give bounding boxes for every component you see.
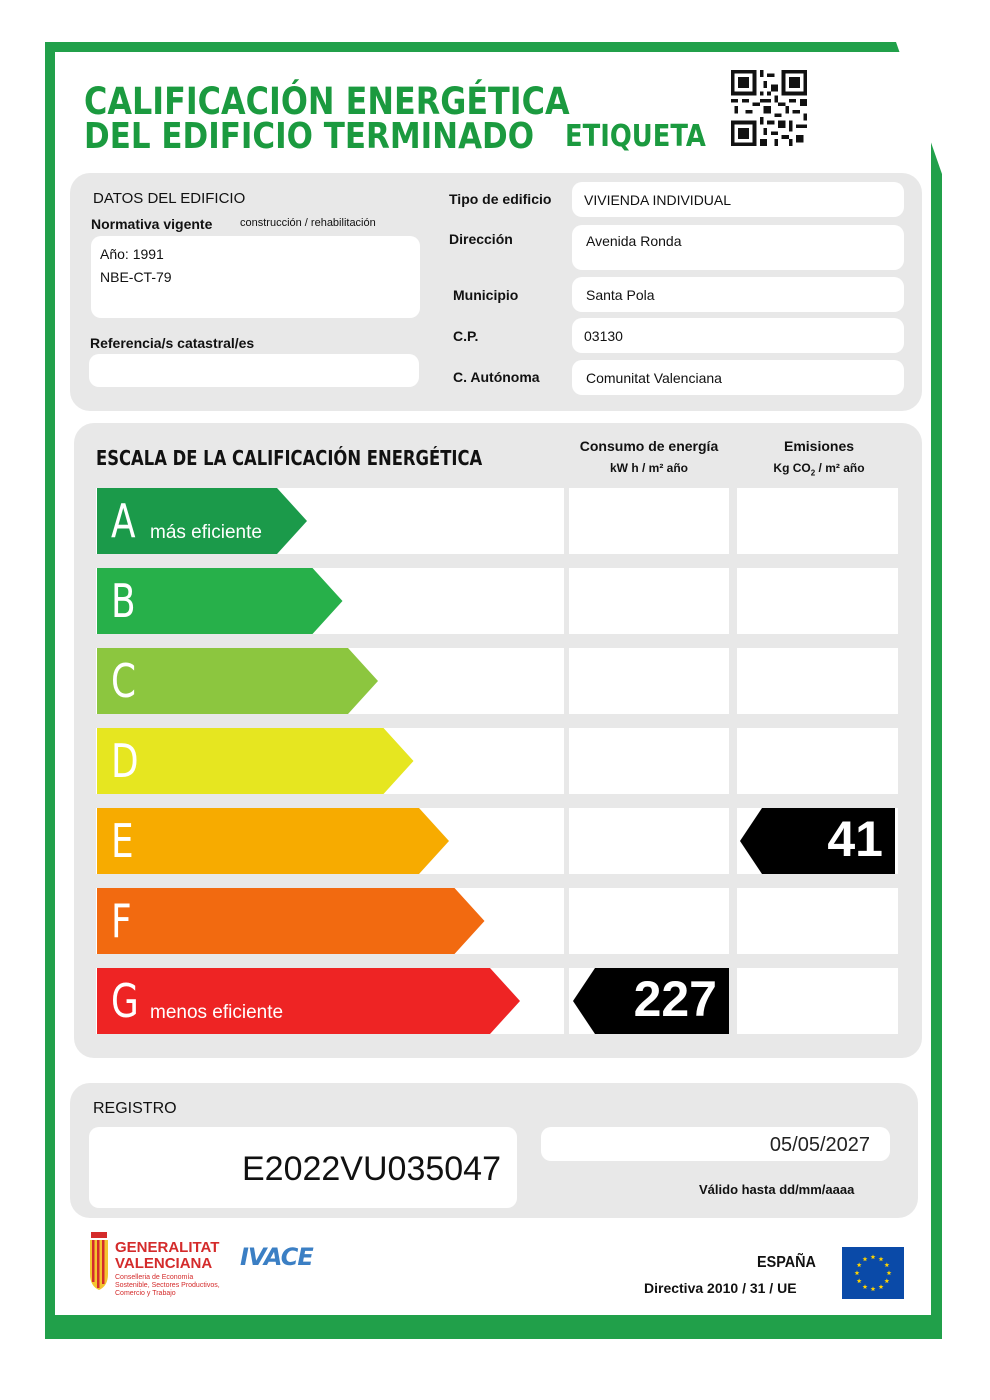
grade-letter-e: E bbox=[111, 814, 134, 868]
grade-letter-f: F bbox=[111, 894, 132, 948]
direccion-value: Avenida Ronda bbox=[586, 233, 682, 249]
emisiones-cell-d bbox=[737, 728, 898, 794]
grade-arrow-a bbox=[97, 488, 307, 554]
cp-field bbox=[572, 318, 904, 353]
valid-date-field bbox=[541, 1127, 890, 1161]
grade-arrow-c bbox=[97, 648, 378, 714]
qr-code-icon bbox=[731, 70, 807, 146]
direccion-field bbox=[572, 225, 904, 270]
tipo-value: VIVIENDA INDIVIDUAL bbox=[584, 192, 732, 208]
directive-label: Directiva 2010 / 31 / UE bbox=[644, 1280, 797, 1296]
consumo-cell-e bbox=[569, 808, 729, 874]
grade-arrow-d bbox=[97, 728, 414, 794]
grade-letter-g: G bbox=[111, 974, 139, 1028]
emisiones-cell-c bbox=[737, 648, 898, 714]
grade-caption-a: más eficiente bbox=[150, 522, 262, 543]
consumo-marker bbox=[573, 968, 729, 1034]
grade-caption-g: menos eficiente bbox=[150, 1002, 284, 1023]
registro-number-field bbox=[89, 1127, 517, 1208]
emisiones-unit-pre: Kg CO bbox=[773, 461, 811, 475]
grade-arrow-e bbox=[97, 808, 449, 874]
emisiones-header: Emisiones bbox=[783, 438, 855, 454]
gv-sub-2: Sostenible, Sectores Productivos, bbox=[115, 1282, 220, 1289]
municipio-label: Municipio bbox=[453, 287, 519, 303]
gv-sub-3: Comercio y Trabajo bbox=[115, 1290, 176, 1297]
gv-line-1: GENERALITAT bbox=[115, 1239, 220, 1256]
normativa-year: Año: 1991 bbox=[100, 246, 164, 262]
consumo-cell-d bbox=[569, 728, 729, 794]
title-line-1: CALIFICACIÓN ENERGÉTICA bbox=[84, 80, 570, 123]
normativa-label: Normativa vigente bbox=[91, 216, 213, 232]
registro-number: E2022VU035047 bbox=[241, 1150, 501, 1188]
grade-arrow-b bbox=[97, 568, 343, 634]
ivace-logo: IVACE bbox=[240, 1243, 313, 1271]
valid-date: 05/05/2027 bbox=[769, 1134, 870, 1156]
emisiones-unit-post: / m² año bbox=[815, 461, 865, 475]
consumo-cell-b bbox=[569, 568, 729, 634]
normativa-sub: construcción / rehabilitación bbox=[240, 217, 376, 229]
catastral-label: Referencia/s catastral/es bbox=[90, 335, 255, 351]
valid-until-label: Válido hasta dd/mm/aaaa bbox=[699, 1182, 855, 1197]
consumo-cell-f bbox=[569, 888, 729, 954]
emisiones-unit-sub: 2 bbox=[810, 468, 816, 478]
cp-value: 03130 bbox=[584, 328, 623, 344]
grade-letter-b: B bbox=[111, 574, 136, 628]
consumo-unit: kW h / m² año bbox=[610, 461, 688, 475]
consumo-header: Consumo de energía bbox=[579, 438, 719, 454]
country-label: ESPAÑA bbox=[757, 1254, 816, 1271]
title-tag: ETIQUETA bbox=[565, 119, 706, 154]
consumo-marker-value: 227 bbox=[633, 971, 717, 1027]
emisiones-cell-b bbox=[737, 568, 898, 634]
gv-line-2: VALENCIANA bbox=[115, 1255, 213, 1272]
grade-letter-d: D bbox=[111, 734, 139, 788]
emisiones-marker bbox=[740, 808, 895, 874]
normativa-norm: NBE-CT-79 bbox=[100, 269, 172, 285]
cp-label: C.P. bbox=[453, 328, 479, 344]
title-line-2: DEL EDIFICIO TERMINADO bbox=[84, 116, 535, 157]
building-section-title: DATOS DEL EDIFICIO bbox=[93, 190, 246, 207]
cut-corner bbox=[896, 42, 942, 174]
gv-sub-1: Conselleria de Economía bbox=[115, 1274, 194, 1281]
autonoma-field bbox=[572, 360, 904, 395]
tipo-field bbox=[572, 182, 904, 217]
registro-label: REGISTRO bbox=[93, 1100, 177, 1117]
eu-flag-icon bbox=[842, 1247, 904, 1299]
generalitat-crest-icon bbox=[88, 1230, 110, 1292]
consumo-cell-c bbox=[569, 648, 729, 714]
grade-letter-c: C bbox=[111, 654, 137, 708]
scale-title: ESCALA DE LA CALIFICACIÓN ENERGÉTICA bbox=[96, 446, 483, 470]
municipio-value: Santa Pola bbox=[586, 287, 655, 303]
autonoma-label: C. Autónoma bbox=[453, 369, 540, 385]
emisiones-cell-g bbox=[737, 968, 898, 1034]
consumo-cell-a bbox=[569, 488, 729, 554]
municipio-field bbox=[572, 277, 904, 312]
autonoma-value: Comunitat Valenciana bbox=[586, 370, 722, 386]
grade-arrow-f bbox=[97, 888, 485, 954]
direccion-label: Dirección bbox=[449, 231, 513, 247]
emisiones-cell-f bbox=[737, 888, 898, 954]
grade-letter-a: A bbox=[111, 494, 136, 548]
emisiones-unit bbox=[738, 461, 900, 477]
grade-arrow-g bbox=[97, 968, 520, 1034]
tipo-label: Tipo de edificio bbox=[449, 191, 552, 207]
emisiones-cell-a bbox=[737, 488, 898, 554]
emisiones-marker-value: 41 bbox=[827, 811, 883, 867]
catastral-field bbox=[89, 354, 419, 387]
